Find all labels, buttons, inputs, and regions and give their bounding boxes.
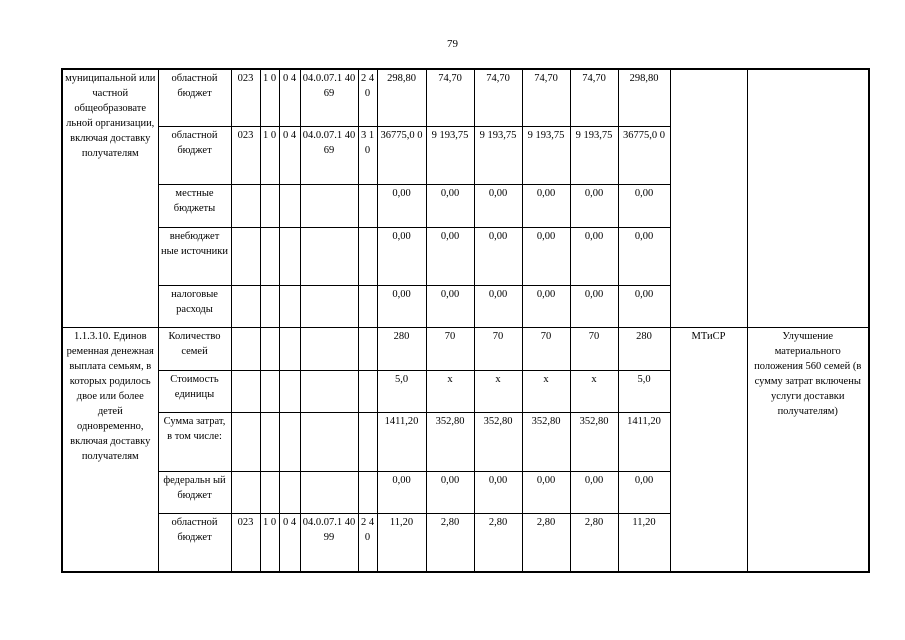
table-row xyxy=(62,69,869,126)
value-cell: 2,80 xyxy=(474,513,522,572)
value-cell: х xyxy=(522,370,570,412)
ministry-code: 023 xyxy=(231,126,260,184)
value-cell: 0,00 xyxy=(522,227,570,285)
value-cell: 298,80 xyxy=(618,69,670,126)
value-cell: 352,80 xyxy=(522,412,570,471)
value-cell: 0,00 xyxy=(570,227,618,285)
target-article-code: 04.0.07.1 4069 xyxy=(300,126,358,184)
value-cell: 11,20 xyxy=(377,513,426,572)
value-cell: 9 193,75 xyxy=(570,126,618,184)
page-number: 79 xyxy=(447,38,458,50)
value-cell: 74,70 xyxy=(474,69,522,126)
value-cell: 0,00 xyxy=(522,184,570,227)
section-code: 1 0 xyxy=(260,69,279,126)
value-cell: 0,00 xyxy=(570,285,618,327)
funding-source: федеральн ый бюджет xyxy=(158,471,231,513)
value-cell: х xyxy=(570,370,618,412)
value-cell: 1411,20 xyxy=(377,412,426,471)
value-cell: 9 193,75 xyxy=(522,126,570,184)
result-cell xyxy=(747,69,869,327)
value-cell: 0,00 xyxy=(618,227,670,285)
value-cell: 280 xyxy=(377,327,426,370)
section-code: 1 0 xyxy=(260,126,279,184)
value-cell: 70 xyxy=(426,327,474,370)
value-cell: 74,70 xyxy=(426,69,474,126)
value-cell: 352,80 xyxy=(474,412,522,471)
value-cell: 0,00 xyxy=(570,184,618,227)
measure-name: муниципальной или частной общеобразовате льной организации, включая доставку получателям xyxy=(62,69,158,327)
subsection-code: 0 4 xyxy=(279,126,300,184)
funding-source: внебюджет ные источники xyxy=(158,227,231,285)
value-cell: 0,00 xyxy=(377,184,426,227)
value-cell: 0,00 xyxy=(426,184,474,227)
value-cell: 2,80 xyxy=(570,513,618,572)
funding-source: Сумма затрат, в том числе: xyxy=(158,412,231,471)
value-cell: 1411,20 xyxy=(618,412,670,471)
value-cell: 352,80 xyxy=(426,412,474,471)
target-article-code: 04.0.07.1 4069 xyxy=(300,69,358,126)
value-cell: 352,80 xyxy=(570,412,618,471)
value-cell: 0,00 xyxy=(522,285,570,327)
value-cell: 0,00 xyxy=(377,471,426,513)
value-cell: 11,20 xyxy=(618,513,670,572)
value-cell: 0,00 xyxy=(618,471,670,513)
measure-name: 1.1.3.10. Единов ременная денежная выплата семьям, в которых родилось двое или более детей одновременно, включая доставку получателям xyxy=(62,327,158,572)
value-cell: 0,00 xyxy=(474,285,522,327)
value-cell: 0,00 xyxy=(522,471,570,513)
funding-source: Стоимость единицы xyxy=(158,370,231,412)
value-cell: 298,80 xyxy=(377,69,426,126)
subsection-code: 0 4 xyxy=(279,513,300,572)
budget-table xyxy=(61,68,870,573)
funding-source: местные бюджеты xyxy=(158,184,231,227)
expense-type-code: 2 4 0 xyxy=(358,69,377,126)
value-cell: 2,80 xyxy=(522,513,570,572)
value-cell: 2,80 xyxy=(426,513,474,572)
value-cell: 0,00 xyxy=(426,471,474,513)
table-row xyxy=(62,327,869,370)
value-cell: 9 193,75 xyxy=(474,126,522,184)
value-cell: 5,0 xyxy=(618,370,670,412)
expense-type-code: 2 4 0 xyxy=(358,513,377,572)
funding-source: областной бюджет xyxy=(158,126,231,184)
ministry-code: 023 xyxy=(231,513,260,572)
funding-source: Количество семей xyxy=(158,327,231,370)
funding-source: областной бюджет xyxy=(158,513,231,572)
funding-source: налоговые расходы xyxy=(158,285,231,327)
result-cell: Улучшение материального положения 560 семей (в сумму затрат включены услуги доставки получателям) xyxy=(747,327,869,572)
value-cell: 0,00 xyxy=(474,227,522,285)
value-cell: 74,70 xyxy=(570,69,618,126)
value-cell: 0,00 xyxy=(618,184,670,227)
value-cell: 0,00 xyxy=(474,471,522,513)
ministry-code: 023 xyxy=(231,69,260,126)
value-cell: х xyxy=(474,370,522,412)
value-cell: 70 xyxy=(474,327,522,370)
value-cell: 0,00 xyxy=(377,285,426,327)
value-cell: 36775,0 0 xyxy=(618,126,670,184)
section-code: 1 0 xyxy=(260,513,279,572)
value-cell: 5,0 xyxy=(377,370,426,412)
executor-cell xyxy=(670,69,747,327)
value-cell: 0,00 xyxy=(474,184,522,227)
target-article-code: 04.0.07.1 4099 xyxy=(300,513,358,572)
value-cell: 70 xyxy=(570,327,618,370)
subsection-code: 0 4 xyxy=(279,69,300,126)
value-cell: 0,00 xyxy=(377,227,426,285)
value-cell: 36775,0 0 xyxy=(377,126,426,184)
funding-source: областной бюджет xyxy=(158,69,231,126)
value-cell: 0,00 xyxy=(426,227,474,285)
value-cell: 0,00 xyxy=(618,285,670,327)
value-cell: 74,70 xyxy=(522,69,570,126)
value-cell: 70 xyxy=(522,327,570,370)
value-cell: 0,00 xyxy=(570,471,618,513)
value-cell: х xyxy=(426,370,474,412)
value-cell: 0,00 xyxy=(426,285,474,327)
executor-cell: МТиСР xyxy=(670,327,747,572)
value-cell: 280 xyxy=(618,327,670,370)
expense-type-code: 3 1 0 xyxy=(358,126,377,184)
value-cell: 9 193,75 xyxy=(426,126,474,184)
